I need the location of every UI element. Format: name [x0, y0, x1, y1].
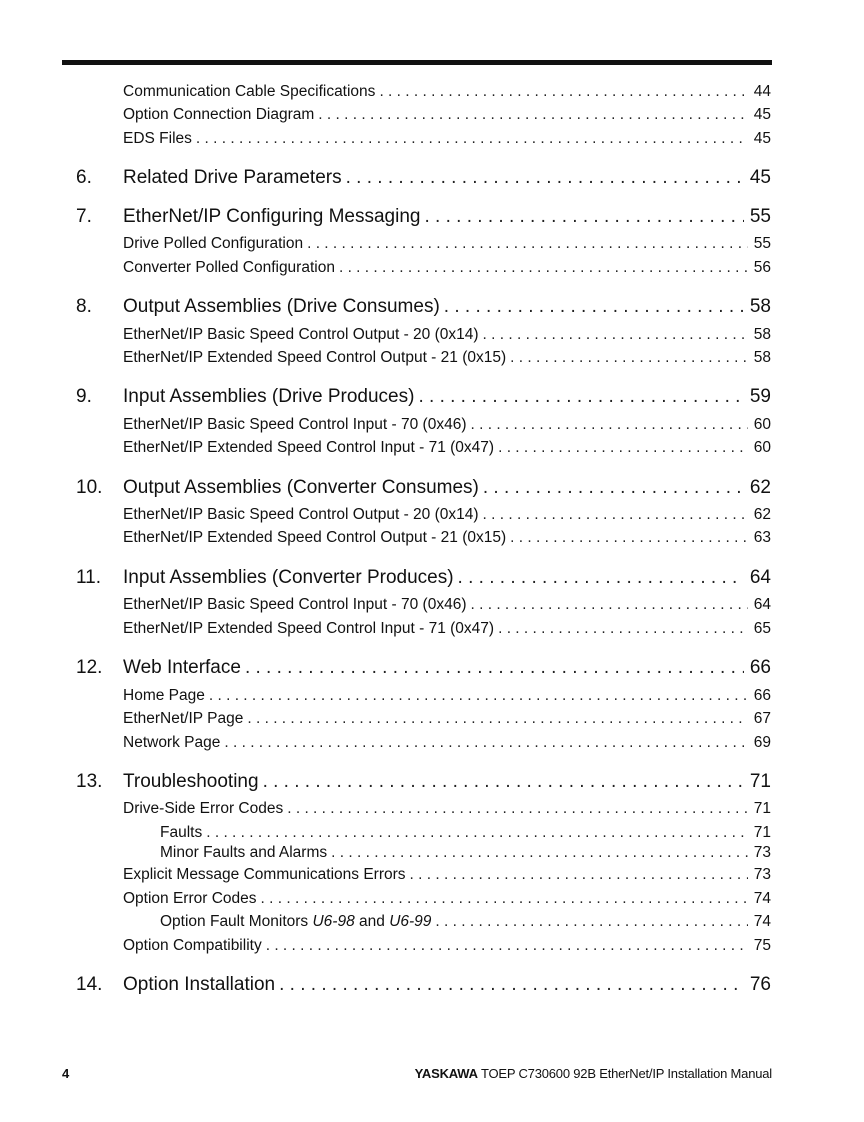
toc-entry-line: [123, 83, 771, 101]
toc-entry-line: [123, 687, 771, 705]
toc-title: Drive Polled Configuration: [123, 235, 304, 252]
dot-leader: [444, 296, 744, 318]
toc-page-number: 44: [753, 83, 771, 100]
dot-leader: [498, 620, 748, 638]
toc-page-number: 71: [753, 824, 771, 841]
dot-leader: [346, 167, 744, 189]
dot-leader: [379, 83, 747, 101]
toc-page-number: 60: [753, 439, 771, 456]
toc-title: EtherNet/IP Extended Speed Control Output - 21 (0x15): [123, 529, 507, 546]
toc-title: Minor Faults and Alarms: [160, 844, 328, 861]
toc-page-number: 74: [753, 890, 771, 907]
toc-page-number: 45: [753, 106, 771, 123]
toc-title: Converter Polled Configuration: [123, 259, 335, 276]
dot-leader: [224, 734, 747, 752]
toc-section-number: 9.: [76, 386, 92, 407]
dot-leader: [206, 824, 748, 842]
toc-page-number: 71: [753, 800, 771, 817]
toc-title: Option Error Codes: [123, 890, 257, 907]
toc-entry-line: [123, 206, 771, 228]
toc-page-number: 73: [753, 866, 771, 883]
toc-entry-line: [123, 866, 771, 884]
dot-leader: [247, 710, 747, 728]
dot-leader: [498, 439, 748, 457]
toc-entry-line: [123, 974, 771, 996]
toc-title: EtherNet/IP Extended Speed Control Input - 71 (0x47): [123, 620, 495, 637]
toc-section-number: 7.: [76, 206, 92, 227]
toc-entry-line: [123, 386, 771, 408]
toc-entry-line: [123, 710, 771, 728]
toc-entry-line: [123, 506, 771, 524]
toc-title: Drive-Side Error Codes: [123, 800, 284, 817]
dot-leader: [458, 567, 744, 589]
toc-title: Explicit Message Communications Errors: [123, 866, 406, 883]
toc-page-number: 64: [749, 567, 771, 588]
toc-entry-line: [123, 800, 771, 818]
toc-section-number: 8.: [76, 296, 92, 317]
toc-title: Related Drive Parameters: [123, 167, 342, 188]
dot-leader: [483, 506, 748, 524]
dot-leader: [510, 349, 748, 367]
toc-page-number: 76: [749, 974, 771, 995]
dot-leader: [261, 890, 748, 908]
toc-entry-line: [123, 326, 771, 344]
toc-entry-line: [123, 259, 771, 277]
toc-section-number: 10.: [76, 477, 103, 498]
toc-title: Web Interface: [123, 657, 241, 678]
toc-entry-line: [123, 477, 771, 499]
toc-entry-line: [123, 620, 771, 638]
dot-leader: [196, 130, 748, 148]
toc-title: [160, 913, 435, 931]
footer-page-number: 4: [62, 1066, 70, 1081]
dot-leader: [483, 477, 744, 499]
toc-section-number: 6.: [76, 167, 92, 188]
dot-leader: [483, 326, 748, 344]
toc-section-number: 14.: [76, 974, 103, 995]
toc-title: EDS Files: [123, 130, 192, 147]
toc-entry-line: [123, 349, 771, 367]
toc-title: Option Installation: [123, 974, 276, 995]
dot-leader: [470, 416, 747, 434]
toc-entry-line: [123, 890, 771, 908]
dot-leader: [435, 913, 747, 931]
dot-leader: [279, 974, 744, 996]
toc-page-number: 75: [753, 937, 771, 954]
toc-title: Option Compatibility: [123, 937, 262, 954]
toc-title: EtherNet/IP Extended Speed Control Input - 71 (0x47): [123, 439, 495, 456]
footer-manual-title: [415, 1066, 772, 1081]
toc-page-number: 58: [753, 349, 771, 366]
toc-title: Home Page: [123, 687, 205, 704]
dot-leader: [339, 259, 748, 277]
toc-title: Output Assemblies (Drive Consumes): [123, 296, 440, 317]
toc-section-number: 12.: [76, 657, 103, 678]
toc-entry-line: [123, 167, 771, 189]
toc-title: Input Assemblies (Drive Produces): [123, 386, 415, 407]
dot-leader: [263, 771, 744, 793]
dot-leader: [470, 596, 747, 614]
dot-leader: [418, 386, 743, 408]
toc-title: EtherNet/IP Extended Speed Control Output - 21 (0x15): [123, 349, 507, 366]
toc-entry-line: [123, 734, 771, 752]
toc-title: Faults: [160, 824, 203, 841]
toc-entry-line: [160, 844, 771, 862]
footer-brand: YASKAWA: [414, 1066, 478, 1081]
toc-section-number: 11.: [76, 567, 102, 588]
toc-page-number: 66: [749, 657, 771, 678]
toc-page-number: 67: [753, 710, 771, 727]
toc-title-part: U6-99: [389, 913, 432, 930]
toc-entry-line: [123, 657, 771, 679]
toc-entry-line: [123, 937, 771, 955]
toc-title-part: Option Fault Monitors: [160, 913, 313, 930]
toc-page-number: 62: [749, 477, 771, 498]
toc-entry-line: [123, 771, 771, 793]
toc-entry-line: [123, 439, 771, 457]
toc-page-number: 60: [753, 416, 771, 433]
toc-title: EtherNet/IP Basic Speed Control Output - 20 (0x14): [123, 326, 479, 343]
toc-entry-line: [123, 106, 771, 124]
toc-page-number: 55: [753, 235, 771, 252]
toc-title: EtherNet/IP Page: [123, 710, 244, 727]
dot-leader: [307, 235, 748, 253]
footer-title-text: TOEP C730600 92B EtherNet/IP Installation Manual: [477, 1066, 772, 1081]
toc-title: Network Page: [123, 734, 221, 751]
toc-page-number: 58: [749, 296, 771, 317]
dot-leader: [510, 529, 748, 547]
toc-title: Input Assemblies (Converter Produces): [123, 567, 454, 588]
toc-page-number: 66: [753, 687, 771, 704]
dot-leader: [331, 844, 748, 862]
toc-section-number: 13.: [76, 771, 103, 792]
toc-entry-line: [160, 824, 771, 842]
toc-page-number: 55: [749, 206, 771, 227]
toc-page-number: 59: [749, 386, 771, 407]
toc-title: EtherNet/IP Basic Speed Control Input - 70 (0x46): [123, 596, 467, 613]
toc-page-number: 65: [753, 620, 771, 637]
toc-entry-line: [123, 296, 771, 318]
toc-entry-line: [123, 416, 771, 434]
toc-entry-line: [123, 567, 771, 589]
toc-title: Troubleshooting: [123, 771, 259, 792]
toc-page-number: 64: [753, 596, 771, 613]
toc-page-number: 74: [753, 913, 771, 930]
toc-page-number: 56: [753, 259, 771, 276]
dot-leader: [245, 657, 744, 679]
toc-page-number: 71: [749, 771, 771, 792]
toc-page-number: 45: [753, 130, 771, 147]
toc-title: Option Connection Diagram: [123, 106, 315, 123]
toc-page-number: 63: [753, 529, 771, 546]
toc-entry-line: [123, 235, 771, 253]
dot-leader: [410, 866, 748, 884]
toc-page-number: 69: [753, 734, 771, 751]
toc-title-part: U6-98: [312, 913, 355, 930]
dot-leader: [266, 937, 748, 955]
toc-entry-line: [123, 596, 771, 614]
toc-page-number: 73: [753, 844, 771, 861]
toc-page-number: 58: [753, 326, 771, 343]
toc-entry-line: [160, 913, 771, 931]
dot-leader: [424, 206, 743, 228]
toc-page-number: 62: [753, 506, 771, 523]
dot-leader: [209, 687, 748, 705]
dot-leader: [318, 106, 747, 124]
dot-leader: [287, 800, 748, 818]
toc-entry-line: [123, 130, 771, 148]
toc-page-number: 45: [749, 167, 771, 188]
toc-title: Output Assemblies (Converter Consumes): [123, 477, 479, 498]
top-rule: [62, 60, 772, 65]
toc-title-part: and: [354, 913, 390, 930]
toc-entry-line: [123, 529, 771, 547]
toc-title: EtherNet/IP Basic Speed Control Output - 20 (0x14): [123, 506, 479, 523]
toc-title: EtherNet/IP Configuring Messaging: [123, 206, 421, 227]
toc-title: EtherNet/IP Basic Speed Control Input - 70 (0x46): [123, 416, 467, 433]
toc-title: Communication Cable Specifications: [123, 83, 376, 100]
